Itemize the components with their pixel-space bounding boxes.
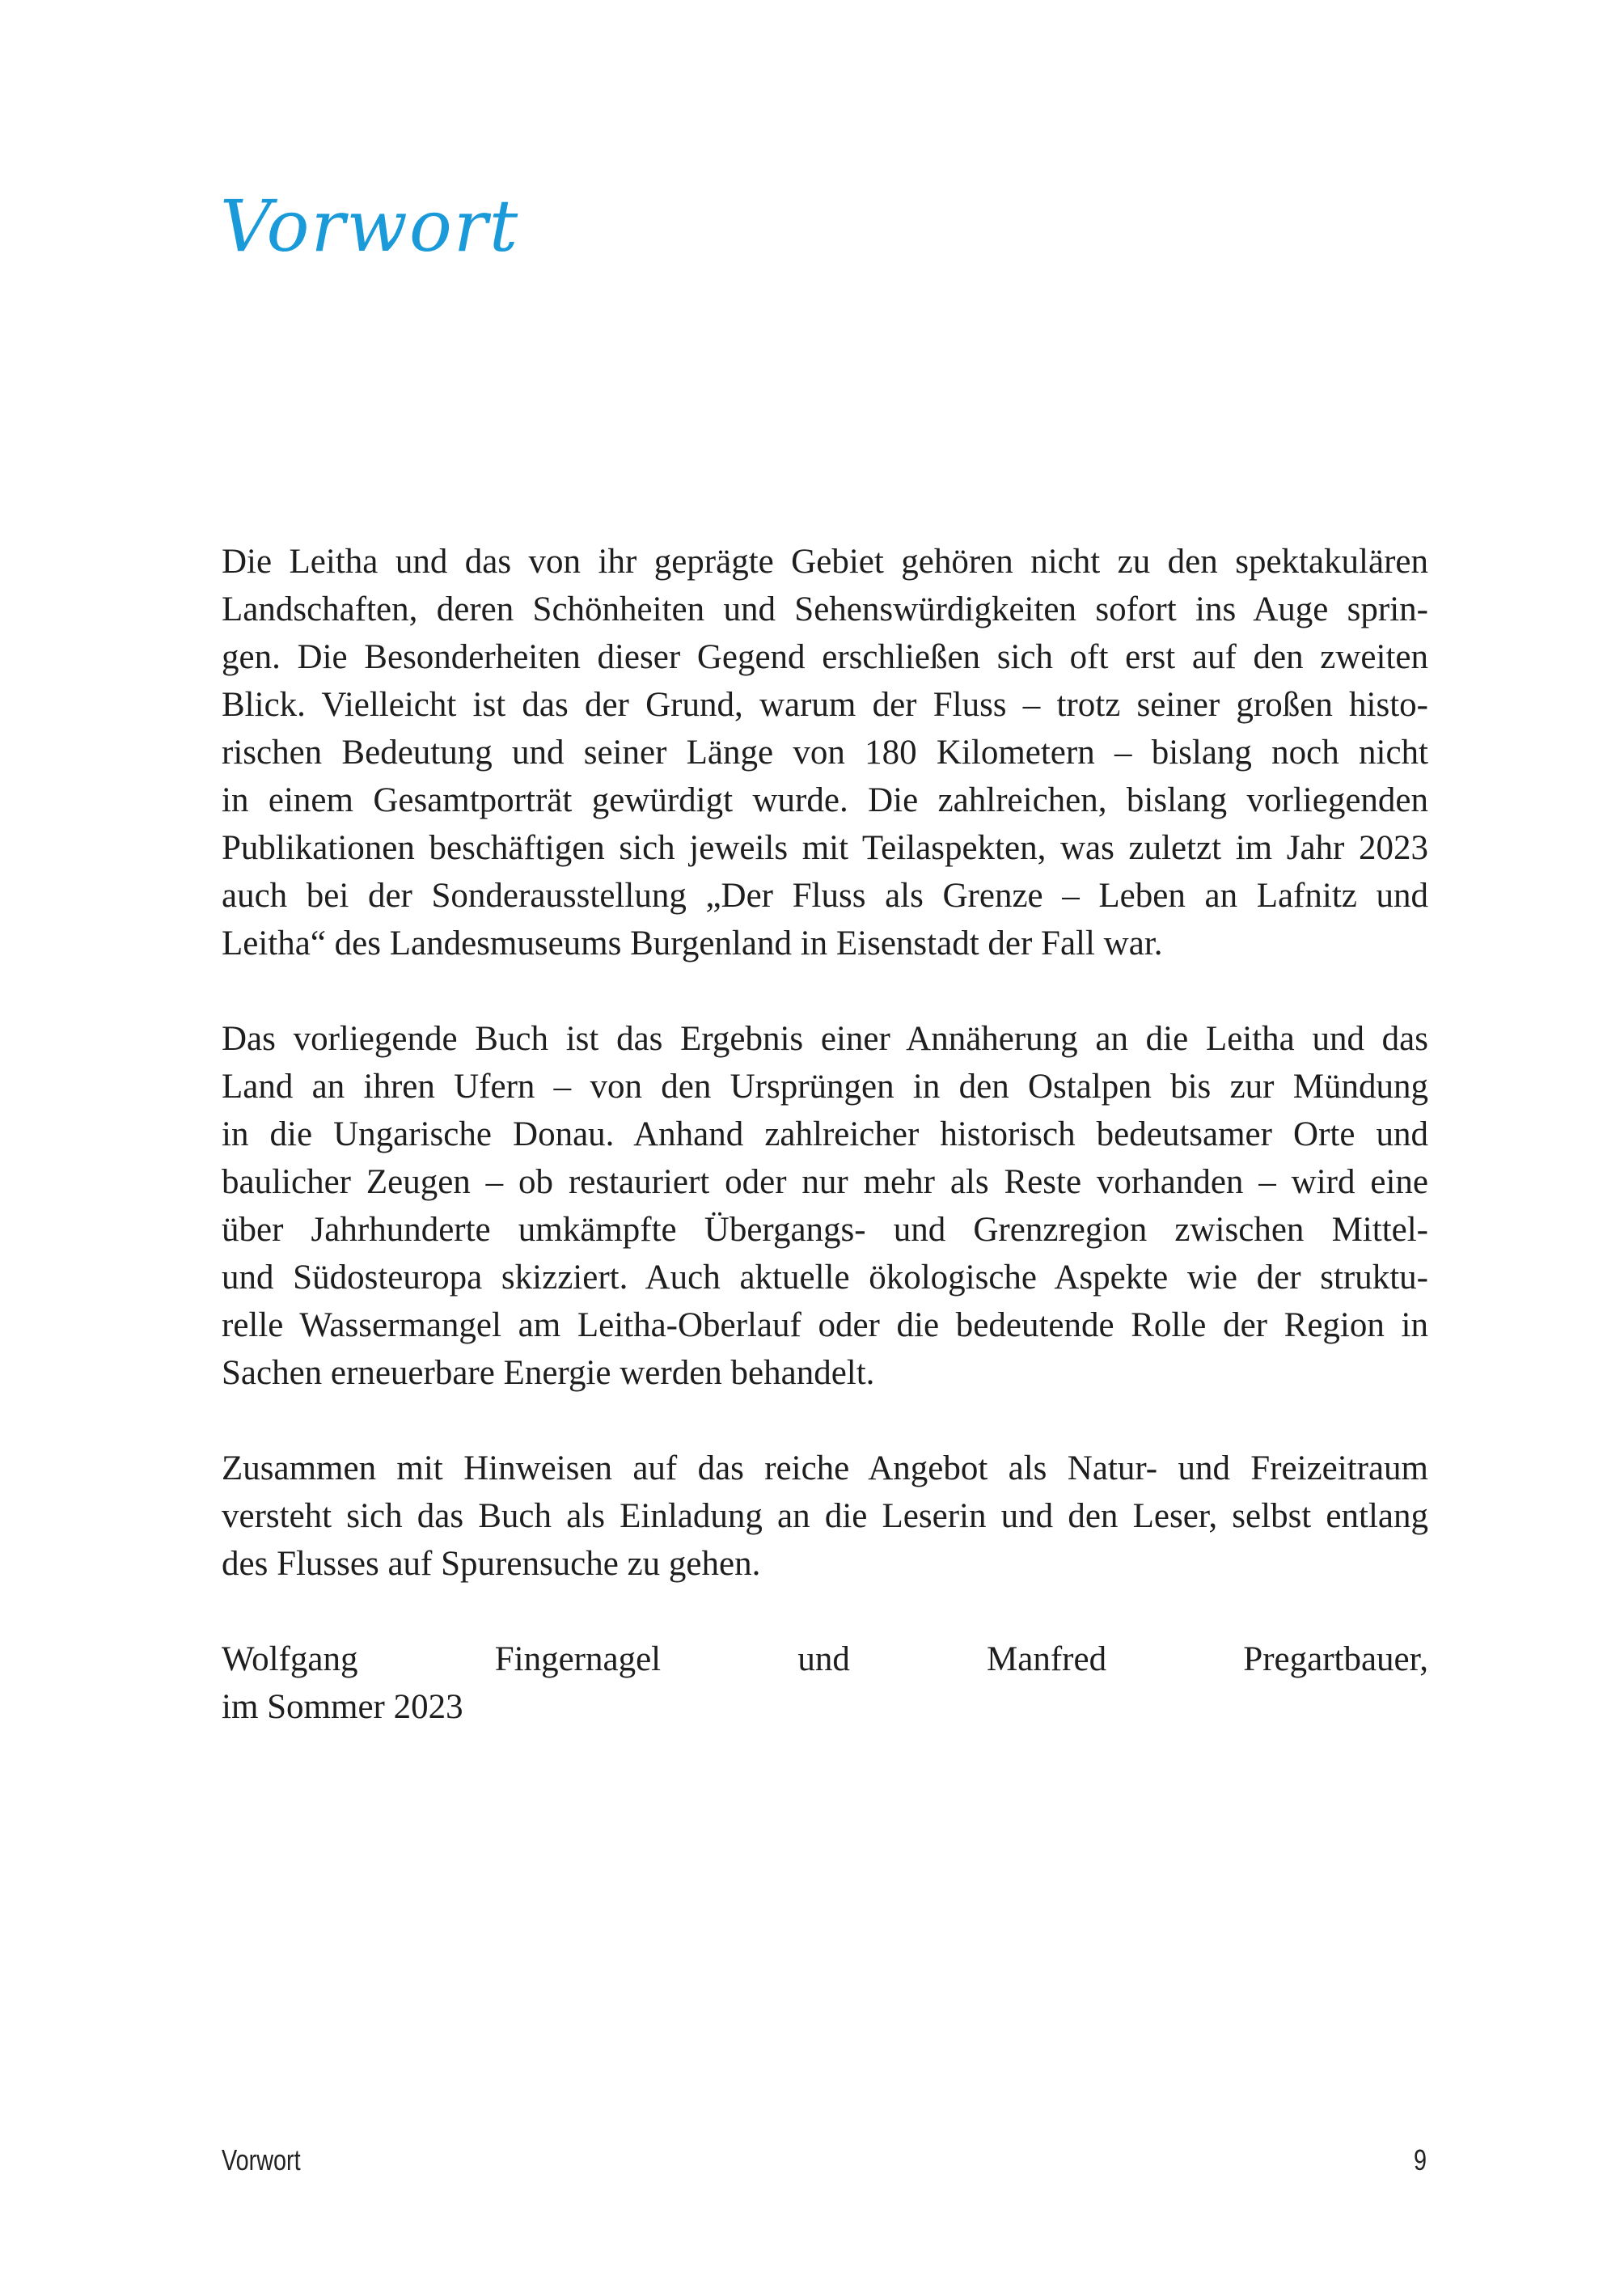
- text-line: in die Ungarische Donau. Anhand zahlreicher historisch bedeutsamer Orte und: [222, 1115, 1428, 1153]
- text-line: Landschaften, deren Schönheiten und Sehenswürdigkeiten sofort ins Auge sprin-: [222, 590, 1428, 628]
- running-footer-section: Vorwort: [222, 2143, 301, 2177]
- signature: [222, 1635, 1428, 1731]
- page-title: Vorwort: [220, 184, 520, 268]
- text-line: Wolfgang Fingernagel und Manfred Pregartbauer,: [222, 1640, 1428, 1678]
- text-line: Blick. Vielleicht ist das der Grund, warum der Fluss – trotz seiner großen histo-: [222, 686, 1428, 724]
- text-line: Das vorliegende Buch ist das Ergebnis einer Annäherung an die Leitha und das: [222, 1020, 1428, 1058]
- text-line: rischen Bedeutung und seiner Länge von 180 Kilometern – bislang noch nicht: [222, 734, 1428, 772]
- text-line: und Südosteuropa skizziert. Auch aktuelle ökologische Aspekte wie der struktu-: [222, 1259, 1428, 1297]
- text-line: Publikationen beschäftigen sich jeweils mit Teilaspekten, was zuletzt im Jahr 2023: [222, 829, 1428, 867]
- paragraph: [222, 538, 1428, 967]
- text-line: in einem Gesamtporträt gewürdigt wurde. Die zahlreichen, bislang vorliegenden: [222, 781, 1428, 819]
- body-text: [222, 538, 1428, 1779]
- text-line: versteht sich das Buch als Einladung an die Leserin und den Leser, selbst entlang: [222, 1497, 1428, 1535]
- text-line: Zusammen mit Hinweisen auf das reiche Angebot als Natur- und Freizeitraum: [222, 1449, 1428, 1487]
- text-line: im Sommer 2023: [222, 1688, 463, 1726]
- text-line: Sachen erneuerbare Energie werden behandelt.: [222, 1354, 875, 1392]
- text-line: des Flusses auf Spurensuche zu gehen.: [222, 1545, 761, 1583]
- paragraph: [222, 1015, 1428, 1397]
- text-line: auch bei der Sonderausstellung „Der Fluss als Grenze – Leben an Lafnitz und: [222, 877, 1428, 915]
- text-line: baulicher Zeugen – ob restauriert oder nur mehr als Reste vorhanden – wird eine: [222, 1163, 1428, 1201]
- text-line: Leitha“ des Landesmuseums Burgenland in Eisenstadt der Fall war.: [222, 924, 1163, 962]
- text-line: über Jahrhunderte umkämpfte Übergangs- und Grenzregion zwischen Mittel-: [222, 1211, 1428, 1249]
- text-line: Land an ihren Ufern – von den Ursprüngen in den Ostalpen bis zur Mündung: [222, 1068, 1428, 1106]
- page-number: 9: [1414, 2143, 1427, 2177]
- paragraph: [222, 1445, 1428, 1588]
- text-line: gen. Die Besonderheiten dieser Gegend erschließen sich oft erst auf den zweiten: [222, 638, 1428, 676]
- text-line: Die Leitha und das von ihr geprägte Gebiet gehören nicht zu den spektakulären: [222, 543, 1428, 581]
- text-line: relle Wassermangel am Leitha-Oberlauf oder die bedeutende Rolle der Region in: [222, 1306, 1428, 1344]
